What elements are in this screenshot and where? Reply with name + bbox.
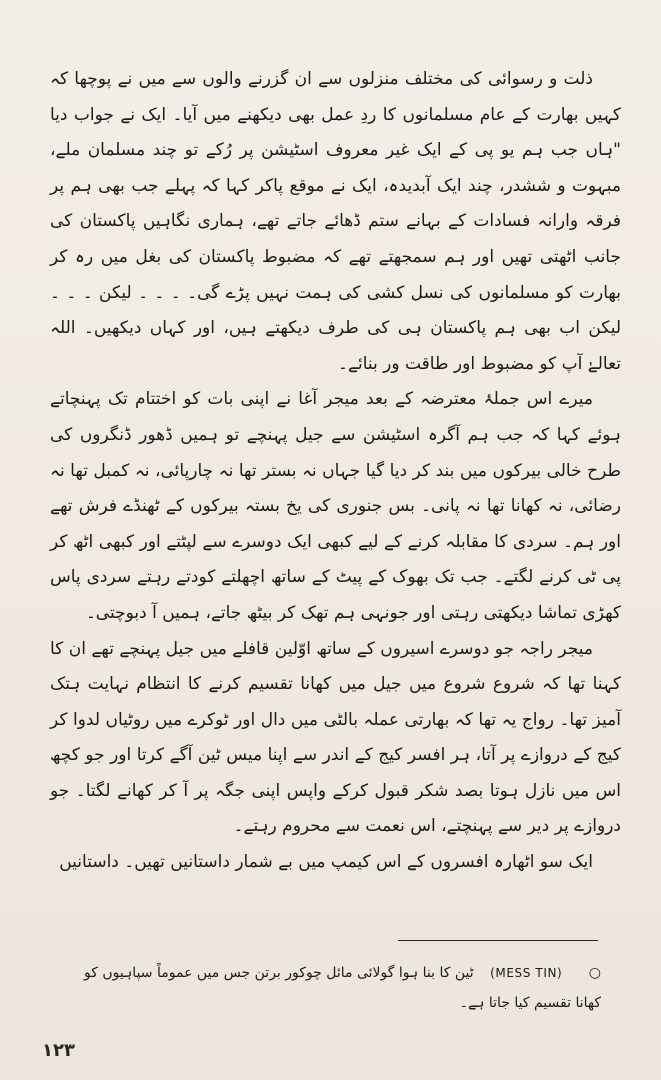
footnote-marker: ○ — [588, 965, 601, 981]
footnote — [55, 958, 601, 1018]
paragraph: ذلت و رسوائی کی مختلف منزلوں سے ان گزرنے والوں سے میں نے پوچھا کہ کہیں بھارت کے عام مسلمانوں کا ردِ عمل بھی دیکھنے میں آیا۔ ایک نے جواب دیا "ہاں جب ہم یو پی کے ایک غیر معروف اسٹیشن پر رُکے تو چند مسلمان ملے، مبہوت و ششدر، چند ایک آبدیدہ، ایک نے موقع پاکر کہا کہ پہلے جب بھی ہم پر فرقہ وارانہ فسادات کے بہانے ستم ڈھائے جاتے تھے، ہماری نگاہیں پاکستان کی جانب اٹھتی تھیں اور ہم سمجھتے تھے کہ مضبوط پاکستان کی بغل میں رہ کر بھارت کو مسلمانوں کی نسل کشی کی ہمت نہیں پڑے گی۔ ۔ ۔ ۔ لیکن ۔ ۔ ۔ لیکن اب بھی ہم پاکستان ہی کی طرف دیکھتے ہیں، اور کہاں دیکھیں۔ اللہ تعالےٰ آپ کو مضبوط اور طاقت ور بنائے۔ — [50, 69, 621, 374]
page-number: ۱۲۳ — [42, 1040, 75, 1061]
footnote-divider — [398, 940, 598, 941]
body-text — [50, 62, 621, 881]
paragraph: میرے اس جملۂ معترضہ کے بعد میجر آغا نے اپنی بات کو اختتام تک پہنچاتے ہوئے کہا کہ جب ہم آگرہ اسٹیشن سے جیل پہنچے تو ہمیں ڈھور ڈنگروں کی طرح خالی بیرکوں میں بند کر دیا گیا جہاں نہ بستر تھا نہ چارپائی، نہ کمبل تھا نہ رضائی، نہ کھانا تھا نہ پانی۔ بس جنوری کی یخ بستہ بیرکوں کے ٹھنڈے فرش تھے اور ہم۔ سردی کا مقابلہ کرنے کے لیے کبھی ایک دوسرے سے لپٹتے اور کبھی اٹھ کر پی ٹی کرنے لگتے۔ جب تک بھوک کے پیٹ کے ساتھ اچھلتے کودتے رہتے سردی پاس کھڑی تماشا دیکھتی رہتی اور جونہی ہم تھک کر بیٹھ جاتے، ہمیں آ دبوچتی۔ — [50, 389, 621, 623]
paragraph: ایک سو اٹھارہ افسروں کے اس کیمپ میں بے شمار داستانیں تھیں۔ داستانیں — [59, 852, 593, 873]
footnote-text: ٹین کا بنا ہوا گولائی مائل چوکور برتن جس میں عموماً سپاہیوں کو کھانا تقسیم کیا جاتا ہے۔ — [84, 965, 601, 1011]
footnote-term: (MESS TIN) — [490, 966, 563, 980]
paragraph: میجر راجہ جو دوسرے اسیروں کے ساتھ اوّلین قافلے میں جیل پہنچے تھے ان کا کہنا تھا کہ شروع شروع میں جیل میں کھانا تقسیم کرنے کا انتظام نہایت ہتک آمیز تھا۔ رواج یہ تھا کہ بھارتی عملہ بالٹی میں دال اور ٹوکرے میں روٹیاں لدوا کر کیج کے دروازے پر آتا، ہر افسر کیج کے اندر سے اپنا میس ٹین آگے کرتا اور جو کچھ اس میں نازل ہوتا بصد شکر قبول کرکے واپس اپنی جگہ پر آ کر کھانے لگتا۔ جو دروازے پر دیر سے پہنچتے، اس نعمت سے محروم رہتے۔ — [50, 638, 621, 837]
